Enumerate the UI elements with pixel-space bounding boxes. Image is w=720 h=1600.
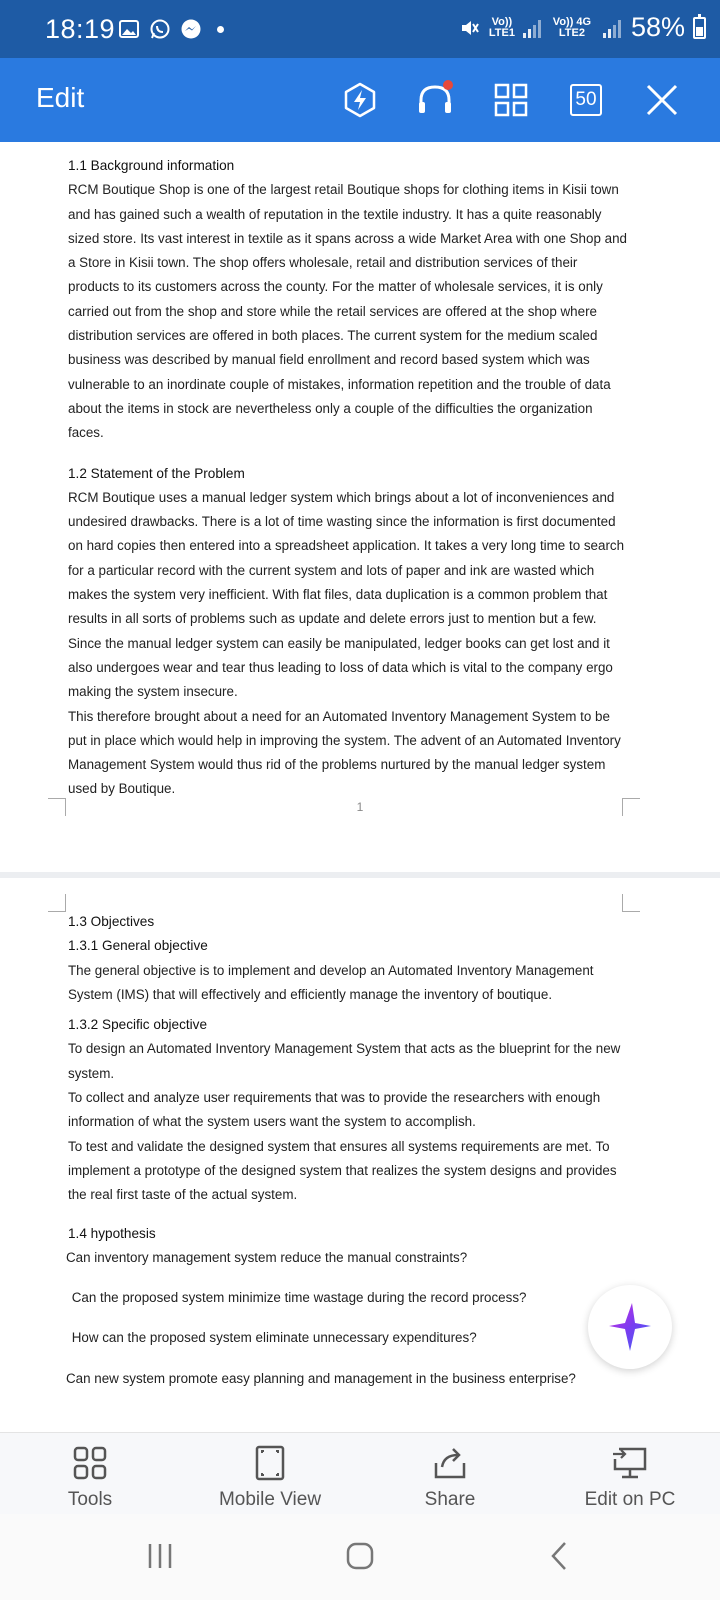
- quick-action-button[interactable]: [338, 78, 382, 122]
- paragraph: RCM Boutique Shop is one of the largest retail Boutique shops for clothing items in Kisii town and has gained such a wealth of reputation in the textile industry. It has a quite reasonably sized store. Its vast interest in textile as it spans across a wide Market Area with one Shop and a Store in Kisii town. The shop offers wholesale, retail and distribution services of their products to its customers across the county. For the matter of wholesale services, it is only carried out from the shop and store while the retail services are offered at the shop where distribution services are offered in both places. The current system for the medium scaled business was described by manual field enrollment and record based system which was vulnerable to an inordinate couple of mistakes, information repetition and the trouble of data about the items in stock are nevertheless only a couple of the difficulties the organization faces.: [68, 182, 627, 441]
- network-lte2: Vo)) 4G LTE2: [552, 15, 592, 39]
- hypothesis-item: Can the proposed system minimize time wastage during the record process?: [68, 1290, 527, 1306]
- paragraph: RCM Boutique uses a manual ledger system which brings about a lot of inconveniences and undesired drawbacks. There is a lot of time wasting since the information is first documented on hard copies then entered into a spreadsheet application. It takes a very long time to search for a particular record with the current system and lots of paper and ink are wasted which makes the system very inefficient. With flat files, data duplication is a common problem that results in all sorts of problems such as update and delete errors just to mention but a few. Since the manual ledger system can easily be manipulated, ledger books can get lost and it also undergoes wear and tear thus leading to loss of data which is vital to the company ergo making the system insecure.: [68, 489, 625, 700]
- mobile-view-label: Mobile View: [218, 1489, 322, 1510]
- subsection-heading: 1.3.1 General objective: [68, 938, 208, 954]
- clock: 18:19: [45, 14, 116, 44]
- gallery-icon: [118, 18, 140, 40]
- notification-dot: [443, 80, 453, 90]
- mobile-view-icon: [255, 1445, 285, 1481]
- page-count-badge: 50: [570, 84, 602, 116]
- recent-apps-button[interactable]: [130, 1536, 190, 1576]
- messenger-icon: [180, 18, 202, 40]
- view-grid-button[interactable]: [489, 78, 533, 122]
- mobile-view-button[interactable]: [190, 1445, 350, 1511]
- paragraph: To collect and analyze user requirements that was to provide the researchers with enough information of what the system users want the system to accomplish.: [68, 1090, 601, 1130]
- grid-icon: [493, 82, 529, 118]
- page-separator: [0, 872, 720, 878]
- whatsapp-business-icon: [149, 18, 171, 40]
- tools-button[interactable]: [10, 1445, 170, 1511]
- battery-icon: [693, 17, 706, 39]
- tools-icon: [72, 1445, 108, 1481]
- edit-on-pc-button[interactable]: [550, 1445, 710, 1511]
- toolbar-title: Edit: [36, 82, 85, 113]
- signal-icon: [523, 18, 541, 38]
- back-button[interactable]: [530, 1536, 590, 1576]
- document-page-2[interactable]: [68, 910, 628, 1391]
- edit-toolbar: [0, 58, 720, 142]
- close-icon: [644, 82, 680, 118]
- document-page-1[interactable]: [68, 154, 628, 802]
- hypothesis-item: Can new system promote easy planning and management in the business enterprise?: [66, 1370, 576, 1386]
- notification-icons: [118, 18, 224, 40]
- edit-on-pc-label: Edit on PC: [584, 1489, 676, 1510]
- tools-label: Tools: [67, 1489, 113, 1510]
- section-heading: 1.1 Background information: [68, 158, 235, 173]
- network-lte1: Vo)) LTE1: [488, 15, 515, 39]
- home-icon: [345, 1541, 375, 1571]
- paragraph: To test and validate the designed system that ensures all systems requirements are met. To implement a prototype of the designed system that realizes the system designs and provides the real first taste of the actual system.: [68, 1138, 617, 1203]
- section-heading: 1.4 hypothesis: [68, 1225, 156, 1241]
- home-button[interactable]: [330, 1536, 390, 1576]
- paragraph: This therefore brought about a need for an Automated Inventory Management System to be put in place which would help in improving the system. The advent of an Automated Inventory Management System would thus rid of the problems nurtured by the manual ledger system used by Boutique.: [68, 708, 621, 797]
- back-icon: [545, 1541, 575, 1571]
- page-count-button[interactable]: [564, 78, 608, 122]
- bolt-hexagon-icon: [342, 82, 378, 118]
- share-button[interactable]: [370, 1445, 530, 1511]
- page-number: 1: [356, 800, 364, 814]
- more-notifications-dot: [217, 26, 224, 33]
- battery-percentage: 58%: [630, 12, 685, 42]
- computer-icon: [611, 1445, 649, 1481]
- sparkle-icon: [606, 1300, 654, 1354]
- section-heading: 1.3 Objectives: [68, 914, 155, 929]
- share-icon: [432, 1445, 468, 1481]
- subsection-heading: 1.3.2 Specific objective: [68, 1017, 208, 1033]
- status-bar: [0, 0, 720, 58]
- signal-icon: [603, 18, 621, 38]
- recent-apps-icon: [145, 1541, 175, 1571]
- close-button[interactable]: [640, 78, 684, 122]
- paragraph: To design an Automated Inventory Management System that acts as the blueprint for the new system.: [68, 1041, 621, 1081]
- hypothesis-item: How can the proposed system eliminate unnecessary expenditures?: [68, 1330, 477, 1346]
- paragraph: The general objective is to implement and develop an Automated Inventory Management System (IMS) that will effectively and efficiently manage the inventory of boutique.: [68, 962, 594, 1002]
- bottom-toolbar: [0, 1432, 720, 1514]
- document-canvas[interactable]: [0, 142, 720, 1432]
- page-corner-mark: [48, 894, 66, 912]
- share-label: Share: [424, 1489, 476, 1510]
- hypothesis-item: Can inventory management system reduce the manual constraints?: [66, 1249, 468, 1265]
- mute-icon: [459, 17, 481, 39]
- system-nav-bar: [0, 1514, 720, 1600]
- section-heading: 1.2 Statement of the Problem: [68, 465, 245, 481]
- ai-assistant-button[interactable]: [588, 1285, 672, 1369]
- system-icons: [459, 12, 706, 43]
- read-aloud-button[interactable]: [413, 78, 457, 122]
